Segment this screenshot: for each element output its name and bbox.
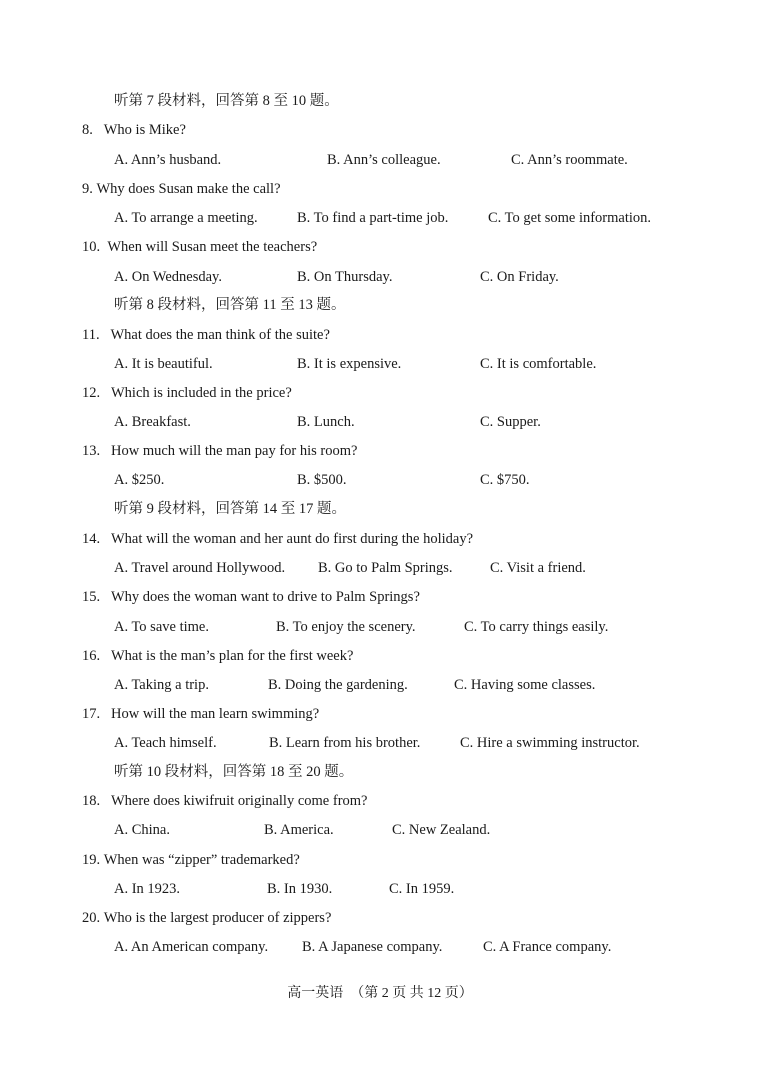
question-text: Why does Susan make the call?: [96, 181, 281, 197]
section-heading: 听第 7 段材料，回答第 8 至 10 题。: [114, 93, 339, 109]
option-a: A. China.: [114, 822, 170, 838]
question-text: How much will the man pay for his room?: [111, 443, 358, 459]
option-a: A. An American company.: [114, 939, 269, 955]
option-b: B. On Thursday.: [297, 269, 393, 285]
option-c: C. In 1959.: [389, 881, 455, 897]
question-19: [82, 850, 300, 870]
option-b: B. $500.: [297, 472, 347, 488]
question-text: Who is the largest producer of zippers?: [103, 910, 332, 926]
option-b: B. Doing the gardening.: [268, 677, 408, 693]
question-text: What will the woman and her aunt do first during the holiday?: [111, 531, 474, 547]
question-text: Where does kiwifruit originally come from?: [111, 793, 368, 809]
option-b: B. Learn from his brother.: [269, 735, 421, 751]
question-number: 20.: [82, 910, 101, 926]
option-a: A. Taking a trip.: [114, 677, 209, 693]
option-a: A. It is beautiful.: [114, 356, 213, 372]
option-c: C. Visit a friend.: [490, 560, 586, 576]
question-text: Why does the woman want to drive to Palm Springs?: [111, 589, 420, 605]
question-number: 17.: [82, 706, 101, 722]
option-b: B. To enjoy the scenery.: [276, 619, 416, 635]
option-b: B. To find a part-time job.: [297, 210, 449, 226]
question-17: [82, 704, 319, 724]
question-16: [82, 646, 353, 666]
question-number: 16.: [82, 648, 101, 664]
question-text: How will the man learn swimming?: [111, 706, 320, 722]
question-13: [82, 441, 357, 461]
option-a: A. Ann’s husband.: [114, 152, 222, 168]
option-b: B. A Japanese company.: [302, 939, 443, 955]
option-a: A. To save time.: [114, 619, 209, 635]
question-12: [82, 383, 292, 403]
section-heading: 听第 8 段材料，回答第 11 至 13 题。: [114, 297, 346, 313]
question-text: What does the man think of the suite?: [110, 327, 330, 343]
option-c: C. To get some information.: [488, 210, 652, 226]
option-a: A. To arrange a meeting.: [114, 210, 258, 226]
option-a: A. $250.: [114, 472, 165, 488]
option-c: C. $750.: [480, 472, 530, 488]
question-text: Who is Mike?: [103, 122, 186, 138]
option-b: B. Lunch.: [297, 414, 355, 430]
question-9: [82, 179, 281, 199]
option-c: C. To carry things easily.: [464, 619, 609, 635]
option-c: C. Having some classes.: [454, 677, 596, 693]
question-number: 9.: [82, 181, 93, 197]
option-a: A. Travel around Hollywood.: [114, 560, 286, 576]
option-c: C. Hire a swimming instructor.: [460, 735, 640, 751]
question-number: 11.: [82, 327, 100, 343]
option-b: B. America.: [264, 822, 334, 838]
question-number: 19.: [82, 852, 101, 868]
question-text: When will Susan meet the teachers?: [107, 239, 318, 255]
question-20: [82, 908, 331, 928]
section-heading: 听第 10 段材料，回答第 18 至 20 题。: [114, 764, 354, 780]
question-18: [82, 791, 367, 811]
option-b: B. Ann’s colleague.: [327, 152, 441, 168]
question-text: What is the man’s plan for the first week?: [111, 648, 354, 664]
question-text: Which is included in the price?: [111, 385, 292, 401]
option-c: C. On Friday.: [480, 269, 559, 285]
question-10: [82, 237, 317, 257]
question-11: [82, 325, 330, 345]
question-number: 15.: [82, 589, 101, 605]
question-text: When was “zipper” trademarked?: [103, 852, 300, 868]
option-b: B. It is expensive.: [297, 356, 402, 372]
option-c: C. Ann’s roommate.: [511, 152, 628, 168]
option-a: A. Breakfast.: [114, 414, 191, 430]
option-c: C. New Zealand.: [392, 822, 491, 838]
question-number: 10.: [82, 239, 101, 255]
option-a: A. Teach himself.: [114, 735, 217, 751]
section-heading: 听第 9 段材料，回答第 14 至 17 题。: [114, 501, 346, 517]
page-footer: 高一英语 （第 2 页 共 12 页）: [287, 986, 473, 1001]
option-c: C. Supper.: [480, 414, 541, 430]
question-8: [82, 120, 186, 140]
question-number: 18.: [82, 793, 101, 809]
option-c: C. A France company.: [483, 939, 612, 955]
option-a: A. In 1923.: [114, 881, 181, 897]
question-number: 8.: [82, 122, 93, 138]
question-15: [82, 587, 420, 607]
question-14: [82, 529, 473, 549]
option-b: B. In 1930.: [267, 881, 333, 897]
option-c: C. It is comfortable.: [480, 356, 597, 372]
question-number: 13.: [82, 443, 101, 459]
question-number: 12.: [82, 385, 101, 401]
option-a: A. On Wednesday.: [114, 269, 222, 285]
option-b: B. Go to Palm Springs.: [318, 560, 453, 576]
question-number: 14.: [82, 531, 101, 547]
